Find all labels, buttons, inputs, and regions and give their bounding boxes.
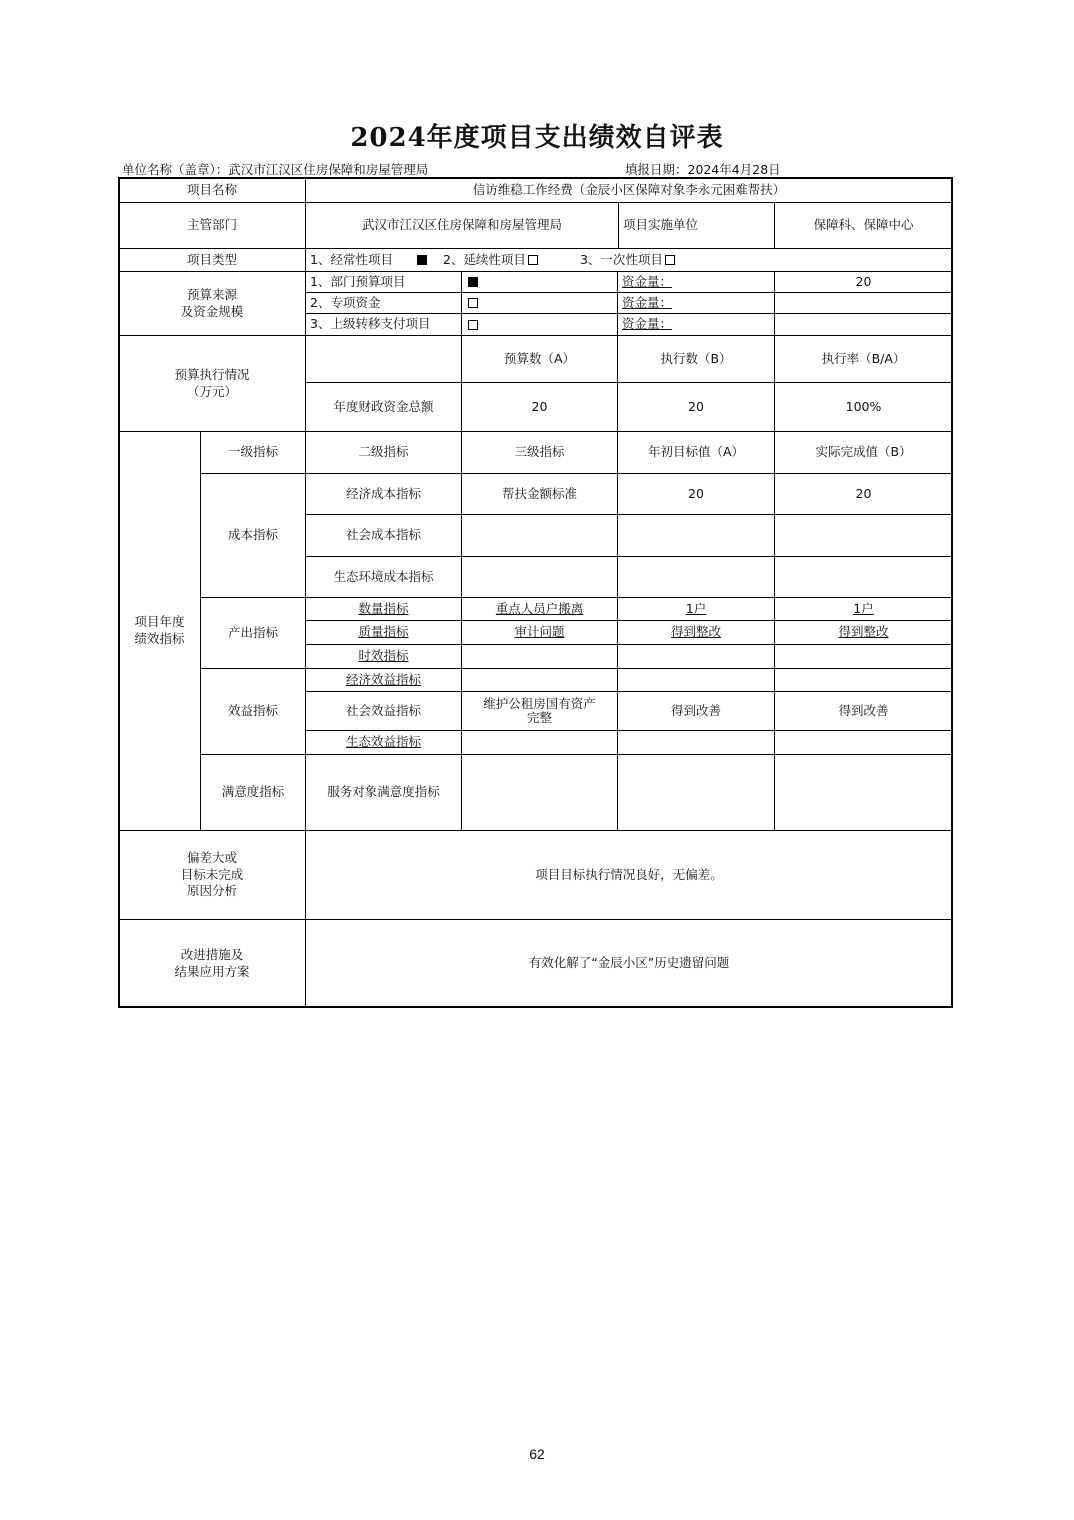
benefit-l2: 生态效益指标: [305, 730, 462, 755]
benefit-target: [617, 668, 775, 692]
deviation-label: 偏差大或 目标未完成 原因分析: [118, 830, 306, 920]
type-checkbox-1[interactable]: [417, 255, 427, 265]
exec-header-actual: 执行数（B）: [617, 335, 775, 383]
source-1-fund-value: 20: [774, 271, 953, 293]
cost-indicator-label: 成本指标: [200, 473, 306, 598]
source-2-fund-value: [774, 292, 953, 314]
impl-unit-value: 保障科、保障中心: [774, 202, 953, 249]
benefit-actual: 得到改善: [774, 691, 953, 731]
improvement-text: 有效化解了“金辰小区”历史遗留问题: [305, 919, 953, 1008]
indicator-header-l3: 三级指标: [461, 431, 618, 474]
benefit-target: [617, 730, 775, 755]
satisfaction-target: [617, 754, 775, 831]
exec-row-label: 年度财政资金总额: [305, 382, 462, 432]
cost-actual: 20: [774, 473, 953, 515]
output-target: 得到整改: [617, 620, 775, 645]
cost-actual: [774, 556, 953, 598]
output-actual: 1户: [774, 597, 953, 621]
cost-l2: 社会成本指标: [305, 514, 462, 557]
cost-l2: 生态环境成本指标: [305, 556, 462, 598]
output-l2: 时效指标: [305, 644, 462, 669]
output-target: 1户: [617, 597, 775, 621]
budget-source-label: 预算来源 及资金规模: [118, 271, 306, 336]
benefit-l3: 维护公租房国有资产 完整: [461, 691, 618, 731]
benefit-actual: [774, 668, 953, 692]
source-3-check[interactable]: [461, 313, 618, 336]
indicator-header-target: 年初目标值（A）: [617, 431, 775, 474]
indicator-header-l1: 一级指标: [200, 431, 306, 474]
cost-target: [617, 556, 775, 598]
source-1-label: 1、部门预算项目: [305, 271, 462, 293]
source-1-check[interactable]: [461, 271, 618, 293]
type-option-3: 3、一次性项目: [579, 251, 663, 267]
type-option-1: 1、经常性项目: [310, 251, 393, 267]
exec-budget-value: 20: [461, 382, 618, 432]
source-1-checkbox[interactable]: [468, 277, 478, 287]
budget-exec-label: 预算执行情况 （万元）: [118, 335, 306, 432]
exec-header-rate: 执行率（B/A）: [774, 335, 953, 383]
source-2-fund-label: 资金量：: [617, 292, 775, 314]
output-l2: 质量指标: [305, 620, 462, 645]
satisfaction-indicator-label: 满意度指标: [200, 754, 306, 831]
deviation-text: 项目目标执行情况良好，无偏差。: [305, 830, 953, 920]
type-checkbox-2[interactable]: [528, 255, 538, 265]
indicator-header-actual: 实际完成值（B）: [774, 431, 953, 474]
cost-l2: 经济成本指标: [305, 473, 462, 515]
impl-unit-label: 项目实施单位: [618, 202, 775, 249]
cost-target: [617, 514, 775, 557]
project-name-value: 信访维稳工作经费（金辰小区保障对象李永元困难帮扶）: [305, 177, 953, 203]
exec-actual-value: 20: [617, 382, 775, 432]
cost-target: 20: [617, 473, 775, 515]
output-l3: 审计问题: [461, 620, 618, 645]
cost-l3: 帮扶金额标准: [461, 473, 618, 515]
benefit-l3: [461, 730, 618, 755]
output-indicator-label: 产出指标: [200, 597, 306, 669]
indicators-section-label: 项目年度 绩效指标: [118, 431, 201, 831]
fill-date: 填报日期：2024年4月28日: [625, 162, 781, 177]
benefit-actual: [774, 730, 953, 755]
source-3-label: 3、上级转移支付项目: [305, 313, 462, 336]
indicator-header-l2: 二级指标: [305, 431, 462, 474]
source-1-fund-label: 资金量：: [617, 271, 775, 293]
output-l2: 数量指标: [305, 597, 462, 621]
source-3-checkbox[interactable]: [468, 320, 478, 330]
page-number: 62: [529, 1446, 545, 1462]
evaluation-table: [118, 177, 953, 1008]
benefit-target: 得到改善: [617, 691, 775, 731]
exec-header-budget: 预算数（A）: [461, 335, 618, 383]
benefit-l2: 经济效益指标: [305, 668, 462, 692]
cost-l3: [461, 514, 618, 557]
cost-actual: [774, 514, 953, 557]
source-2-label: 2、专项资金: [305, 292, 462, 314]
output-l3: 重点人员户搬离: [461, 597, 618, 621]
type-checkbox-3[interactable]: [665, 255, 675, 265]
page-title: 2024年度项目支出绩效自评表: [350, 123, 724, 153]
dept-label: 主管部门: [118, 202, 306, 249]
project-type-options: [305, 248, 953, 272]
improvement-label: 改进措施及 结果应用方案: [118, 919, 306, 1008]
exec-rate-value: 100%: [774, 382, 953, 432]
satisfaction-actual: [774, 754, 953, 831]
cost-l3: [461, 556, 618, 598]
satisfaction-l3: [461, 754, 618, 831]
satisfaction-l2: 服务对象满意度指标: [305, 754, 462, 831]
benefit-l2: 社会效益指标: [305, 691, 462, 731]
benefit-l3: [461, 668, 618, 692]
type-option-2: 2、延续性项目: [442, 251, 526, 267]
source-3-fund-value: [774, 313, 953, 336]
dept-value: 武汉市江汉区住房保障和房屋管理局: [305, 202, 619, 249]
unit-name: 单位名称（盖章）：武汉市江汉区住房保障和房屋管理局: [122, 162, 429, 177]
benefit-indicator-label: 效益指标: [200, 668, 306, 755]
project-name-label: 项目名称: [118, 177, 306, 203]
source-2-checkbox[interactable]: [468, 298, 478, 308]
output-target: [617, 644, 775, 669]
source-2-check[interactable]: [461, 292, 618, 314]
project-type-label: 项目类型: [118, 248, 306, 272]
source-3-fund-label: 资金量：: [617, 313, 775, 336]
output-actual: 得到整改: [774, 620, 953, 645]
output-actual: [774, 644, 953, 669]
exec-header-blank: [305, 335, 462, 383]
output-l3: [461, 644, 618, 669]
